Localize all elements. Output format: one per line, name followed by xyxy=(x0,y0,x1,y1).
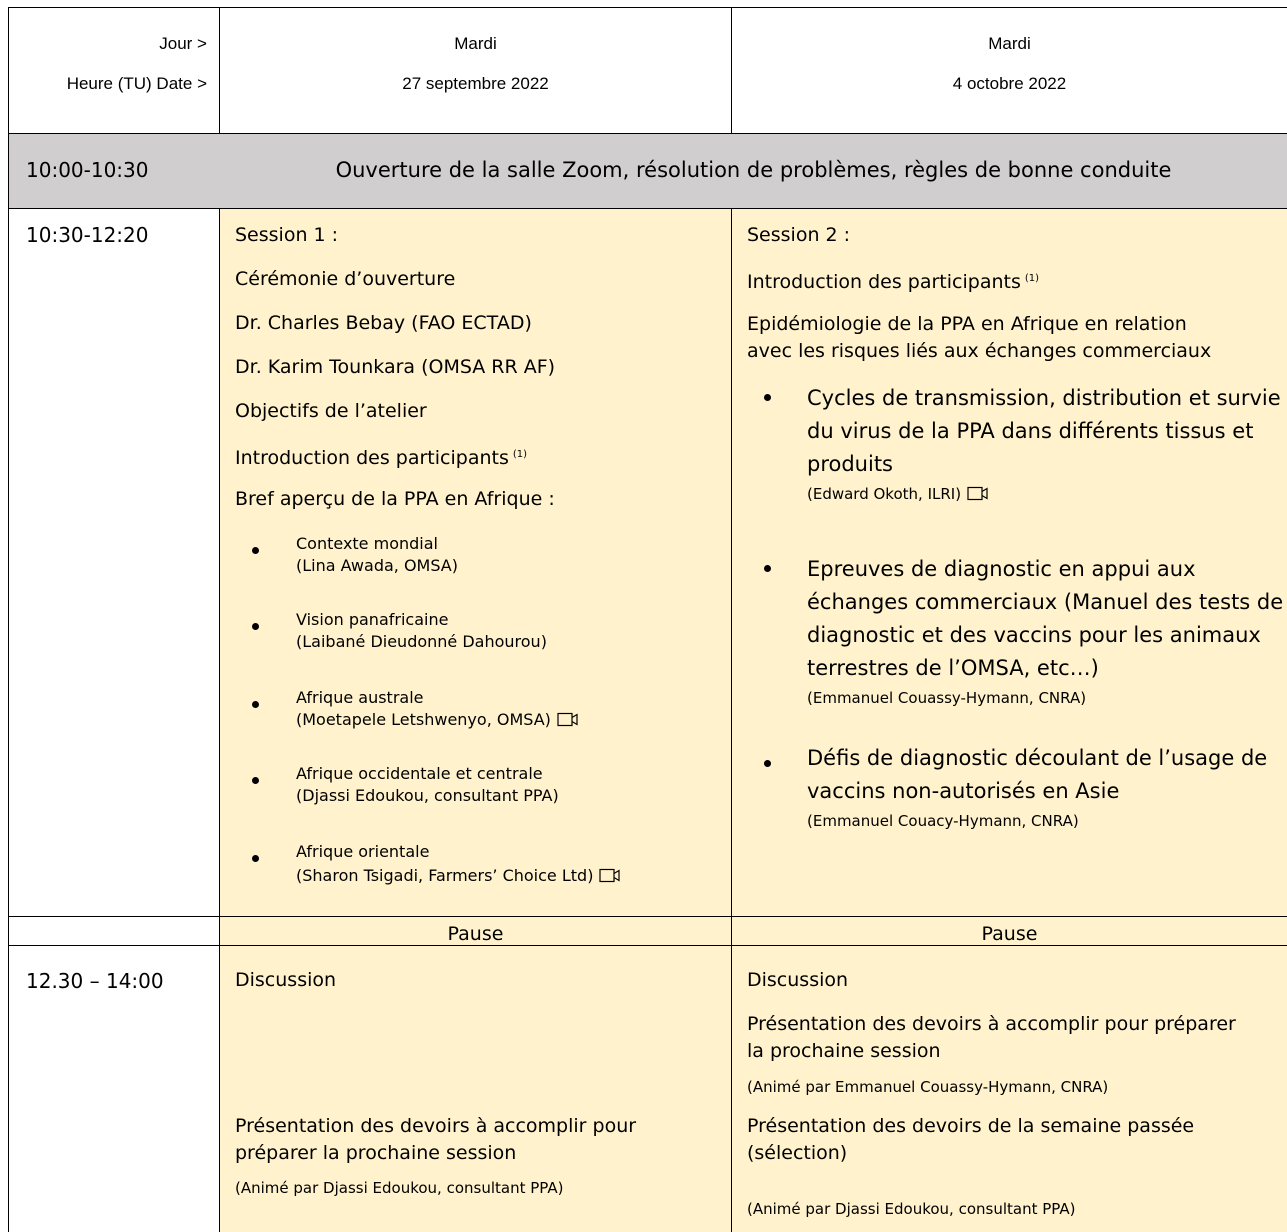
col-divider xyxy=(731,208,732,1232)
bullet-speaker: (Lina Awada, OMSA) xyxy=(296,556,458,575)
discussion2-title: Discussion xyxy=(747,969,849,991)
session1-speaker-tounkara: Dr. Karim Tounkara (OMSA RR AF) xyxy=(235,356,556,378)
bullet-title: Afrique orientale xyxy=(296,842,430,861)
discussion2-review-moderator: (Animé par Djassi Edoukou, consultant PPA) xyxy=(747,1200,1076,1218)
row-divider xyxy=(8,916,1287,917)
session2-epidemiology-line2: avec les risques liés aux échanges commerciaux xyxy=(747,340,1212,362)
session1-opening-ceremony: Cérémonie d’ouverture xyxy=(235,268,456,290)
session2-epidemiology-line1: Epidémiologie de la PPA en Afrique en relation xyxy=(747,313,1187,335)
bullet-speaker: (Edward Okoth, ILRI) xyxy=(807,485,962,503)
bullet-line: vaccins non-autorisés en Asie xyxy=(807,779,1120,803)
bullet-title: Afrique australe xyxy=(296,688,424,707)
discussion2-review-line2: (sélection) xyxy=(747,1142,848,1164)
bullet-speaker: (Sharon Tsigadi, Farmers’ Choice Ltd) xyxy=(296,866,594,885)
bullet-line: Défis de diagnostic découlant de l’usage de xyxy=(807,746,1268,770)
bullet-speaker-row xyxy=(807,484,989,504)
discussion1-homework-line2: préparer la prochaine session xyxy=(235,1142,517,1164)
pause-col2: Pause xyxy=(981,923,1038,945)
bullet-speaker: (Emmanuel Couassy-Hymann, CNRA) xyxy=(807,689,1087,707)
bullet xyxy=(252,777,259,784)
header-col1-day: Mardi xyxy=(454,34,497,53)
discussion2-review-line1: Présentation des devoirs de la semaine passée xyxy=(747,1115,1195,1137)
video-camera-icon xyxy=(967,486,989,501)
discussion1-title: Discussion xyxy=(235,969,337,991)
header-day-label: Jour > xyxy=(159,34,207,53)
table-frame xyxy=(8,7,1287,1232)
bullet-line: terrestres de l’OMSA, etc…) xyxy=(807,656,1099,680)
opening-text: Ouverture de la salle Zoom, résolution de problèmes, règles de bonne conduite xyxy=(335,158,1172,182)
bullet-title: Vision panafricaine xyxy=(296,610,449,629)
col-divider xyxy=(731,7,732,134)
discussion2-moderator: (Animé par Emmanuel Couassy-Hymann, CNRA) xyxy=(747,1078,1109,1096)
bullet xyxy=(764,565,771,572)
bullet-title: Contexte mondial xyxy=(296,534,438,553)
bullet-line: échanges commerciaux (Manuel des tests de xyxy=(807,590,1284,614)
session2-introduction-text: Introduction des participants xyxy=(747,271,1021,293)
video-camera-icon xyxy=(557,712,579,727)
discussion1-moderator: (Animé par Djassi Edoukou, consultant PPA) xyxy=(235,1179,564,1197)
header-col1-date: 27 septembre 2022 xyxy=(402,74,549,93)
bullet-speaker-row xyxy=(296,709,579,730)
discussion2-homework-line1: Présentation des devoirs à accomplir pour préparer xyxy=(747,1013,1236,1035)
session1-introduction-text: Introduction des participants xyxy=(235,447,509,469)
bullet-speaker-row xyxy=(296,865,621,886)
video-camera-icon xyxy=(599,868,621,883)
bullet xyxy=(252,623,259,630)
discussion2-homework-line2: la prochaine session xyxy=(747,1040,941,1062)
session1-introduction xyxy=(235,443,527,470)
header-col2-date: 4 octobre 2022 xyxy=(952,74,1067,93)
discussion1-homework-line1: Présentation des devoirs à accomplir pour xyxy=(235,1115,637,1137)
row-divider xyxy=(8,133,1287,134)
bullet xyxy=(252,701,259,708)
bullet-line: du virus de la PPA dans différents tissus et xyxy=(807,419,1254,443)
session1-speaker-bebay: Dr. Charles Bebay (FAO ECTAD) xyxy=(235,312,532,334)
bullet-line: Cycles de transmission, distribution et survie xyxy=(807,386,1281,410)
bullet xyxy=(252,547,259,554)
row-divider xyxy=(8,208,1287,209)
discussion-time: 12.30 – 14:00 xyxy=(26,969,164,993)
header-time-date-label: Heure (TU) Date > xyxy=(66,74,207,93)
footnote-ref: (1) xyxy=(1024,273,1040,284)
pause-col1: Pause xyxy=(447,923,504,945)
bullet xyxy=(764,394,771,401)
session1-objectives: Objectifs de l’atelier xyxy=(235,400,427,422)
session1-overview: Bref aperçu de la PPA en Afrique : xyxy=(235,488,555,510)
bullet-speaker: (Laibané Dieudonné Dahourou) xyxy=(296,632,547,651)
bullet-line: Epreuves de diagnostic en appui aux xyxy=(807,557,1196,581)
bullet-speaker: (Djassi Edoukou, consultant PPA) xyxy=(296,786,559,805)
session-time: 10:30-12:20 xyxy=(26,223,149,247)
session2-introduction xyxy=(747,267,1039,294)
bullet-title: Afrique occidentale et centrale xyxy=(296,764,543,783)
header-col2-day: Mardi xyxy=(988,34,1031,53)
col-divider xyxy=(219,208,220,1232)
bullet xyxy=(764,760,771,767)
bullet-line: diagnostic et des vaccins pour les animaux xyxy=(807,623,1261,647)
col-divider xyxy=(219,7,220,134)
bullet-speaker: (Moetapele Letshwenyo, OMSA) xyxy=(296,710,551,729)
footnote-ref: (1) xyxy=(512,449,528,460)
bullet-line: produits xyxy=(807,452,893,476)
bullet xyxy=(252,855,259,862)
bullet-speaker: (Emmanuel Couacy-Hymann, CNRA) xyxy=(807,812,1079,830)
session1-title: Session 1 : xyxy=(235,224,339,246)
session2-title: Session 2 : xyxy=(747,224,851,246)
opening-time: 10:00-10:30 xyxy=(26,158,149,182)
